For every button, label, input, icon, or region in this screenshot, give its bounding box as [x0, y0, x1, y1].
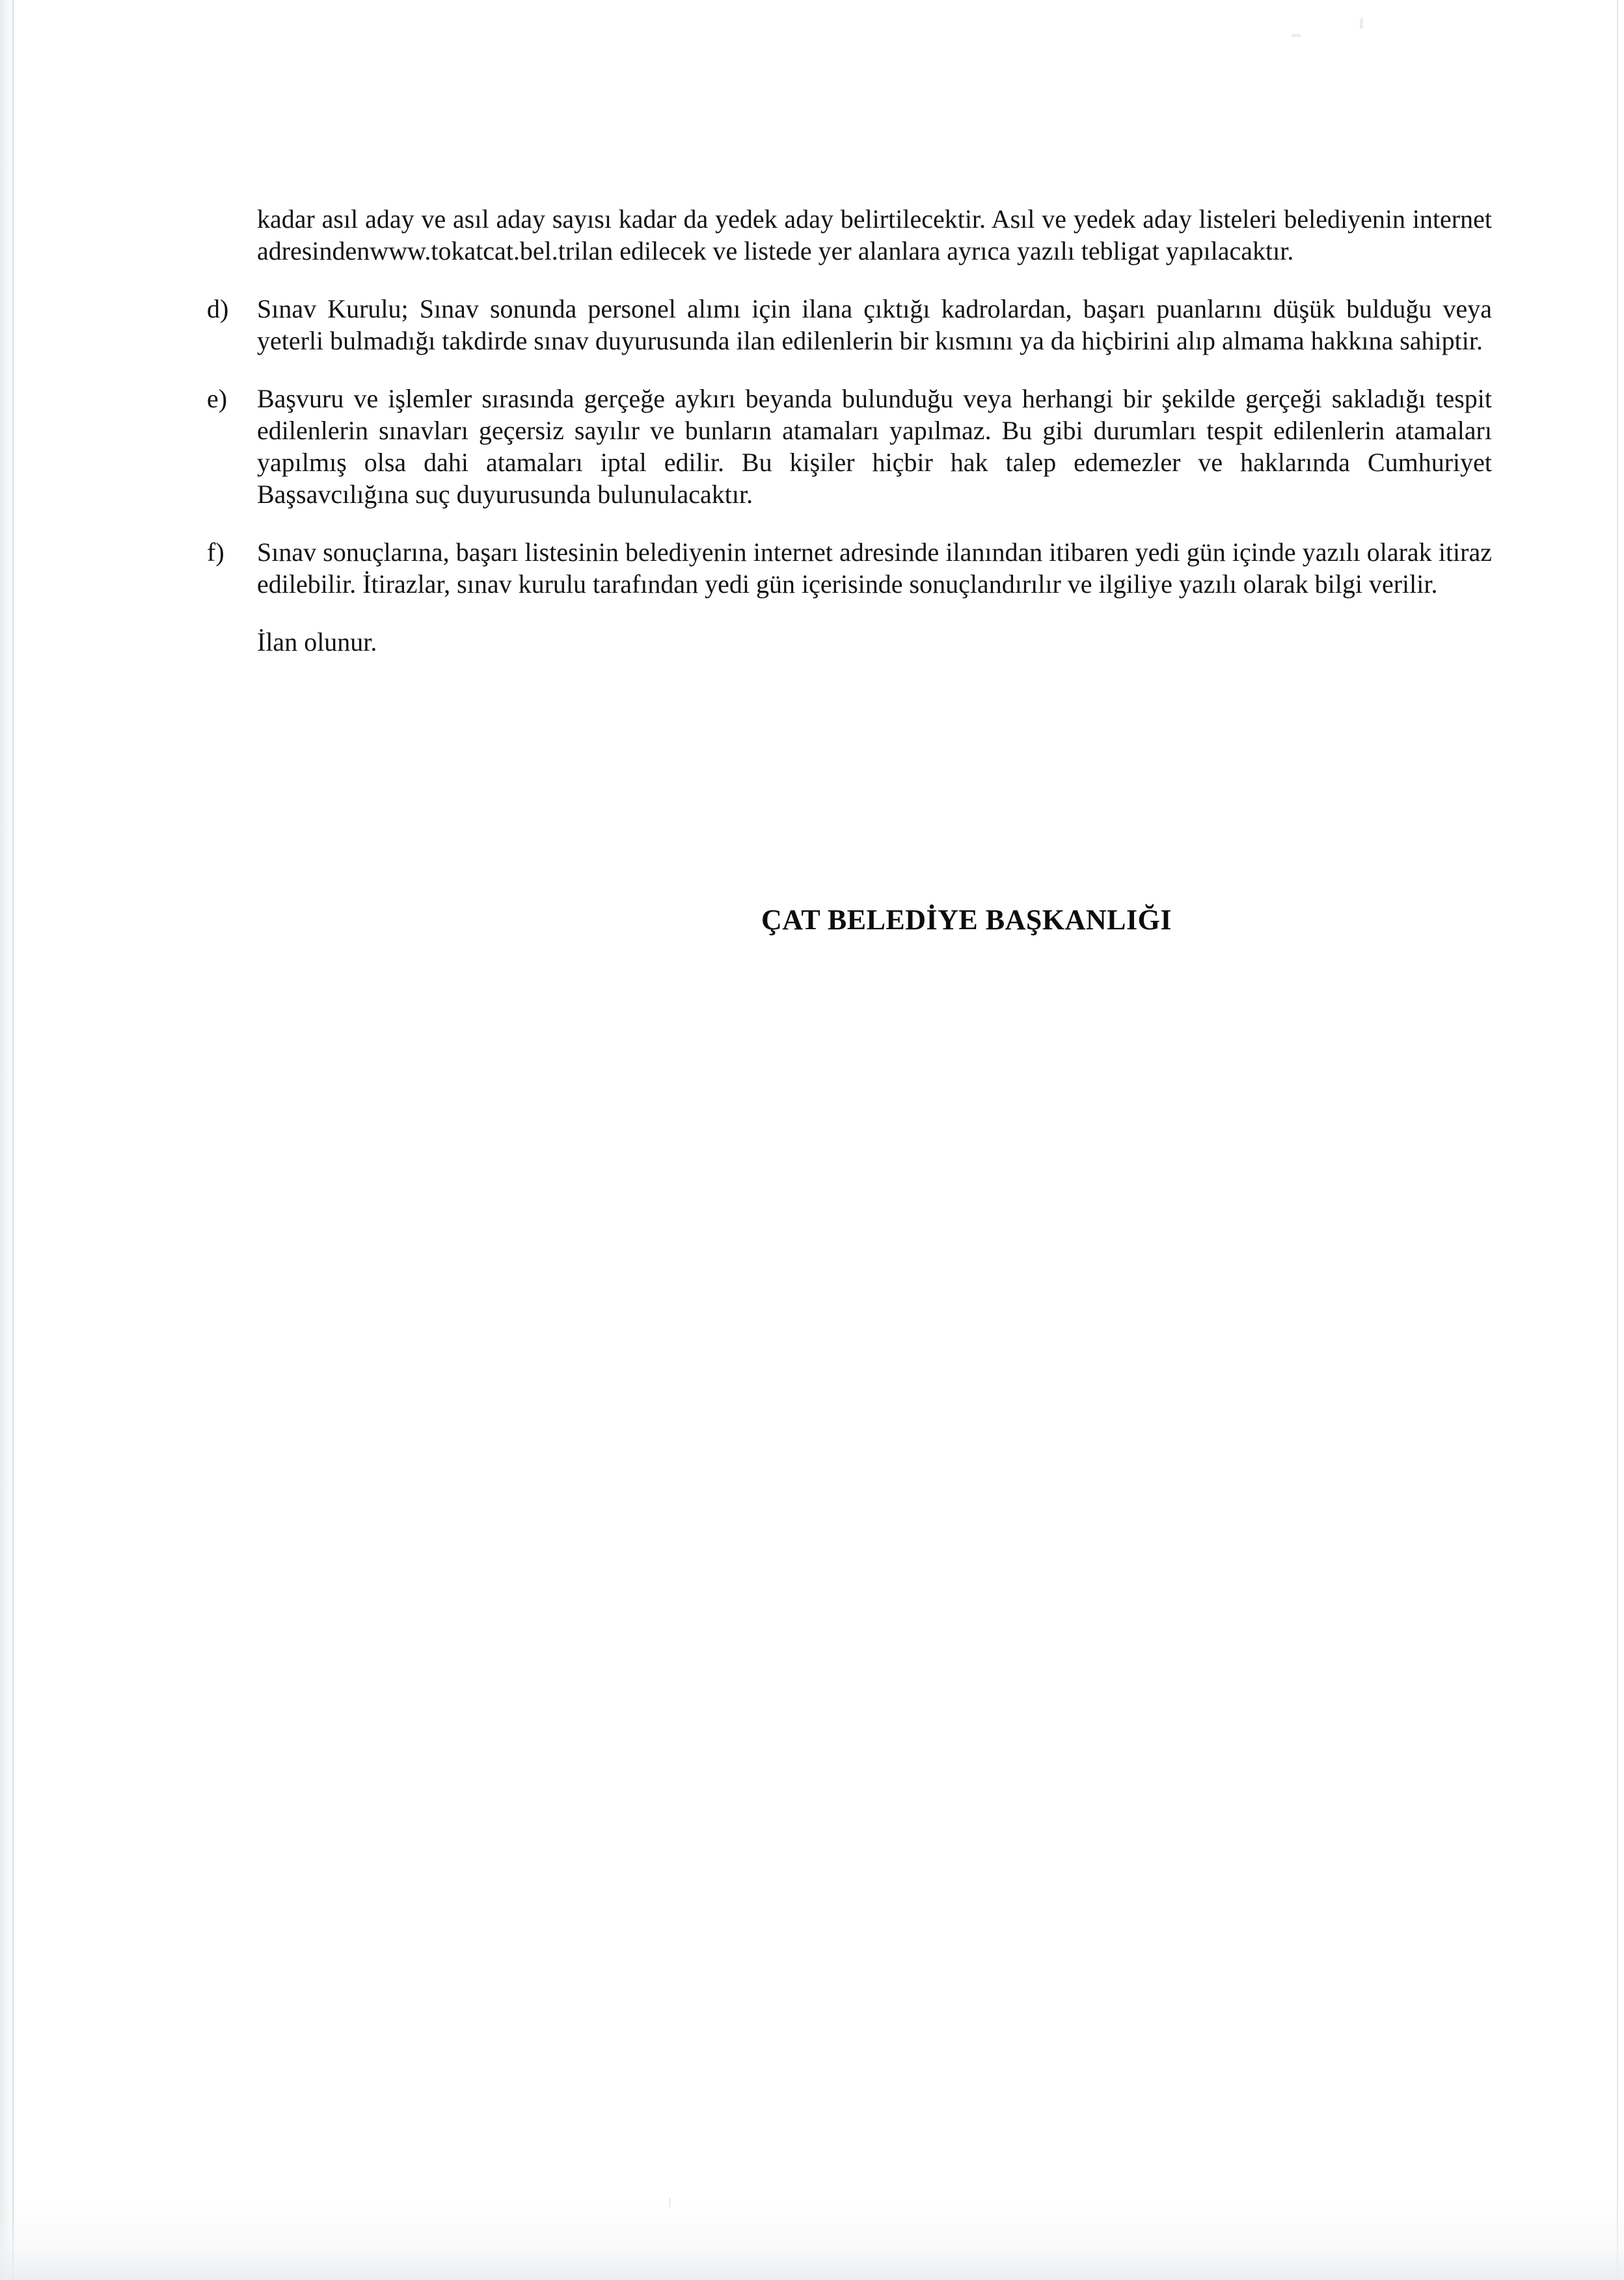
signature-block [207, 902, 1492, 938]
list-item-f [207, 536, 1492, 600]
scan-line-right [1617, 0, 1618, 2280]
scan-speck [669, 2198, 671, 2207]
list-marker-f: f) [207, 537, 224, 567]
scan-speck [1292, 34, 1301, 37]
continued-paragraph: kadar asıl aday ve asıl aday sayısı kadar da yedek aday belirtilecektir. Asıl ve yedek aday listeleri belediyenin internet adresindenwww.tokatcat.bel.trilan edilecek ve listede yer alanlara ayrıca yazılı tebligat yapılacaktır. [257, 204, 1492, 265]
list-marker-d: d) [207, 294, 229, 323]
closing-line: İlan olunur. [257, 627, 377, 657]
document-text-body [207, 177, 1492, 658]
list-item-f-text: Sınav sonuçlarına, başarı listesinin belediyenin internet adresinde ilanından itibaren yedi gün içinde yazılı olarak itiraz edilebilir. İtirazlar, sınav kurulu tarafından yedi gün içerisinde sonuçlandırılır ve ilgiliye yazılı olarak bilgi verilir. [257, 537, 1492, 599]
list-item-e-text: Başvuru ve işlemler sırasında gerçeğe aykırı beyanda bulunduğu veya herhangi bir şekilde gerçeği sakladığı tespit edilenlerin sınavları geçersiz sayılır ve bunların atamaları yapılmaz. Bu gibi durumları tespit edilenlerin atamaları yapılmış olsa dahi atamaları iptal edilir. Bu kişiler hiçbir hak talep edemezler ve haklarında Cumhuriyet Başsavcılığına suç duyurusunda bulunulacaktır. [257, 384, 1492, 509]
scan-line-left [12, 0, 14, 2280]
scan-shadow-left-edge [0, 0, 17, 2280]
list-item-d [207, 293, 1492, 357]
scan-shadow-bottom-edge [0, 2202, 1624, 2280]
list-item-e [207, 383, 1492, 510]
issuing-authority: ÇAT BELEDİYE BAŞKANLIĞI [761, 904, 1172, 936]
list-item-d-text: Sınav Kurulu; Sınav sonunda personel alımı için ilana çıktığı kadrolardan, başarı puanlarını düşük bulduğu veya yeterli bulmadığı takdirde sınav duyurusunda ilan edilenlerin bir kısmını ya da hiçbirini alıp almama hakkına sahiptir. [257, 294, 1492, 355]
list-marker-e: e) [207, 384, 228, 413]
scan-speck [1360, 18, 1363, 29]
